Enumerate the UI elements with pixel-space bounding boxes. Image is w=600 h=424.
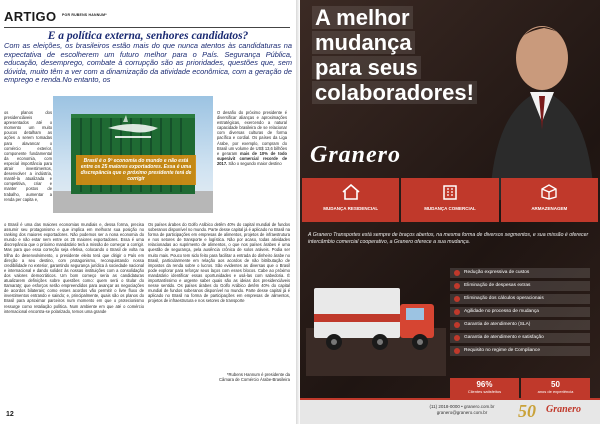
- ad-footer: [300, 398, 600, 424]
- footer-stripe: [300, 398, 600, 400]
- granero-logo: Granero: [310, 142, 402, 168]
- column-a: os planos dos presidenciáveis apresentados até o momento um muito poucos detalham as ações a serem tomadas para alavancar o comércio exterior, componente fundamental da economia, com especial importância para atrair investimentos, desenvolver a indústria, mantê-la atualizada e competitiva, criar e manter postos de trabalho, aumentar a renda per capita e,: [4, 110, 52, 202]
- box-icon: [540, 184, 558, 200]
- ad-headline: [312, 6, 477, 106]
- ad-headline-line-3: para seus: [312, 56, 421, 79]
- contact-line-1: (11) 2018-0000 • granero.com.br: [429, 404, 495, 409]
- left-page: [0, 0, 296, 424]
- feature-item: Garantia de atendimento e satisfação: [450, 333, 590, 343]
- service-storage-label: ARMAZENAGEM: [531, 206, 568, 211]
- column-b-tail: São o segundo maior destino: [228, 160, 282, 166]
- feature-item: Requisito no regime de Compliance: [450, 346, 590, 356]
- right-page-ad: [300, 0, 600, 424]
- ad-headline-line-1: A melhor: [312, 6, 413, 29]
- footer-brand-logo: Granero: [546, 404, 582, 415]
- house-icon: [342, 184, 360, 200]
- feature-item: Eliminação dos cálculos operacionais: [450, 294, 590, 304]
- byline: POR RUBENS HANNUM*: [62, 13, 107, 17]
- article-headline: E a política externa, senhores candidatos?: [47, 30, 249, 42]
- feature-item: Garantia de atendimento (SLA): [450, 320, 590, 330]
- service-storage: [501, 178, 598, 222]
- service-commercial-label: MUDANÇA COMERCIAL: [424, 206, 476, 211]
- footnote-line-1: *Rubens Hannum é presidente da: [226, 372, 290, 377]
- ad-headline-line-4: colaboradores!: [312, 81, 477, 104]
- stat-experience-label: anos de experiência: [537, 389, 574, 394]
- stat-experience: [521, 378, 590, 398]
- author-footnote: [160, 372, 290, 383]
- column-d: Os países árabes do Golfo Arábico detêm 40% do capital mundial de fundos soberanos disponível no mundo. Parte desse capital já é aplicado no Brasil na forma de participações em empresas de alimentos, projetos de infraestrutura e nos setores de transporte e logística. Não por acaso, todas atividades relacionadas ao suprimento de alimentos, o que nos países árabes é uma questão de segurança, pela ausência crônica de solos aráveis. Podia ser muito mais. Pouco tem sido feito para facilitar a entrada do dinheiro árabe no Brasil, particularmente em relação aos acordos de não bitributação de impostos da renda sobre o lucros. São evidentes as diversas que o Brasil pode explorar para reforçar seus laços com esses blocos. Cabe ao próximo mandatário identificar essas oportunidades e usá-las com sabedoria. É importantíssimo e urgente saber quais são as ideias dos presidenciáveis nesse sentido. Os países árabes do Golfo Arábico detêm 40% do capital mundial de fundos soberanos disponível no mundo. Parte desse capital já é aplicado no Brasil na forma de participações em empresas de alimentos, projetos de infraestrutura e nos setores de transporte: [148, 222, 291, 304]
- businessman-photo: [470, 0, 600, 200]
- service-residential: [302, 178, 399, 222]
- services-strip: [302, 178, 598, 222]
- header-rule: [4, 27, 290, 28]
- truck-photo: [306, 258, 446, 376]
- feature-list: [450, 268, 590, 359]
- ad-headline-line-2: mudança: [312, 31, 415, 54]
- ad-description: A Granero Transportes está sempre de braços abertos, na mesma forma de diversos segmentos, e sua missão é oferecer intercâmbio comercial cooperativo, a Granero oferece a sua mudança.: [308, 232, 589, 245]
- contact-info: [412, 404, 512, 415]
- service-residential-label: MUDANÇA RESIDENCIAL: [323, 206, 379, 211]
- feature-item: Redução expressiva de custos: [450, 268, 590, 278]
- column-c: o Brasil é uma das maiores economias mundiais e, dessa forma, precisa assumir seu protagonismo e que implica em melhorar sua posição no ranking dos maiores exportadores. Não podemos ser a nona economia do mundo e não estar nem entre os 25 maiores exportadores. Essa é uma discrepância que o próximo mandatário terá a missão de começar a corrigir. Mas para que essa correção seja efetiva, colocando o Brasil de volta na trilha do desenvolvimento, o presidente eleito terá que dirigir o País em direção a seu destino, com protagonismo, reconquistando nossa credibilidade no exterior, garantindo segurança jurídica à sociedade nacional e internacional e dando solidez às nossas instituições com a consolidação dos valores democráticos. Um bom começo seria as candidaturas atualizarem definições sobre questões como: quem será o titular do Itamaraty; que esforços serão empreendidos para avançar as negociações de acordos bilaterais; como esses acordos vão permitir o livre fluxo de investimentos entrando e saindo; e, principalmente, quais são os planos do Brasil para aproximar parceiros num momento em que o protecionismo ressurge como retaliação política. Num ambiente em que até o comércio internacional encontra-se polarizado, temos uma grande: [4, 222, 144, 314]
- footnote-line-2: Câmara de Comércio Árabe-Brasileira: [219, 377, 290, 383]
- page-number: 12: [6, 411, 14, 418]
- column-b: [217, 110, 287, 166]
- building-icon: [441, 184, 459, 200]
- stat-satisfaction-value: 96%: [476, 380, 493, 389]
- contact-line-2: granero@granero.com.br: [436, 409, 488, 415]
- stat-satisfaction-label: Clientes satisfeitos: [467, 389, 502, 394]
- stats-strip: [450, 378, 590, 398]
- service-commercial: [401, 178, 498, 222]
- feature-item: Agilidade no processo de mudança: [450, 307, 590, 317]
- photo-caption: Brasil é o 9º economia do mundo e não está entre os 25 maiores exportadores. Essa é uma discrepância que o próximo presidente terá de corrigir: [76, 155, 196, 185]
- section-tag: ARTIGO: [4, 9, 57, 24]
- stat-experience-value: 50: [551, 380, 560, 389]
- article-lead: Com as eleições, os brasileiros estão mais do que nunca atentos às candidaturas na expectativa de escolherem um futuro melhor para o País. Segurança Pública, educação, desemprego, combate à corrupção são as prioridades, questões que, sem dúvida, muito têm a ver com a dinamização da atividade econômica, com a geração de emprego e renda.No entanto, os: [4, 41, 292, 85]
- column-b-highlight: mais de 10% de todo superávit comercial recorde de 2017.: [217, 150, 287, 166]
- stat-satisfaction: [450, 378, 519, 398]
- fifty-years-badge: 50: [518, 401, 536, 421]
- feature-item: Eliminação de despesas extras: [450, 281, 590, 291]
- column-b-lead: O desafio do próximo presidente é diversificar alianças e aproximações estratégicas, exercendo a natural capacidade brasileira de se relacionar com diversas culturas de forma pacífica e cordial. Os países da Liga Árabe, por exemplo, compram do Brasil um volume de US$ 13,6 bilhões e geraram: [217, 110, 287, 156]
